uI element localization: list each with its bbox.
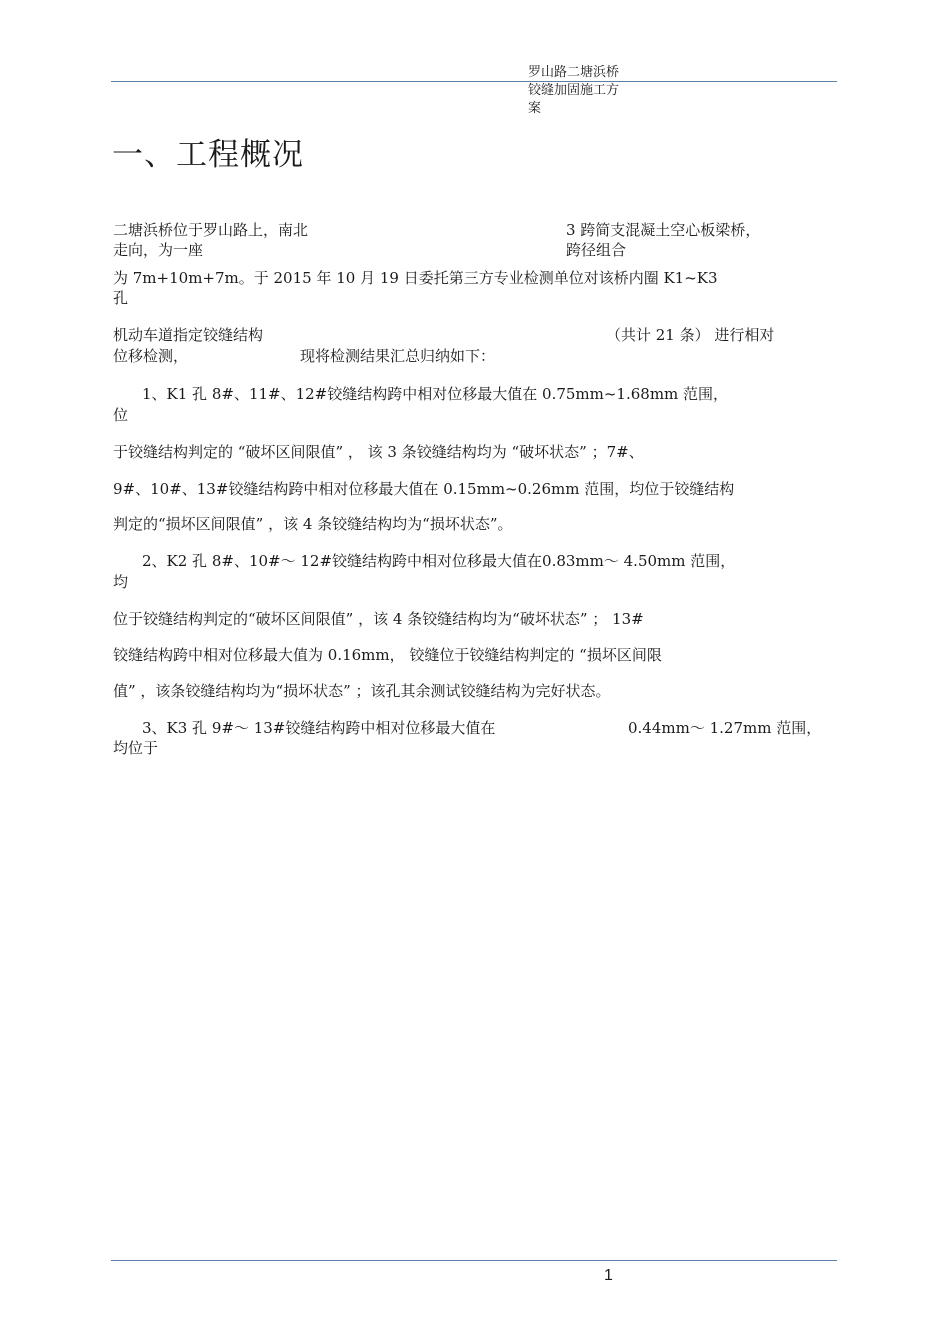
paragraph-1-line-c-left-2: 位移检测， xyxy=(113,347,189,365)
header-title-line2: 铰缝加固施工方 xyxy=(528,83,620,98)
paragraph-1-line-c-left: 机动车道指定铰缝结构 xyxy=(113,326,264,344)
item-3-line-1b: 0.44mm～ 1.27mm 范围， xyxy=(628,719,822,737)
item-1-line-1b: 位 xyxy=(113,406,129,424)
paragraph-1-line-b: 为 7m+10m+7m。于 2015 年 10 月 19 日委托第三方专业检测单位对该桥内圈 K1~K3 xyxy=(113,269,718,287)
item-3-line-2: 均位于 xyxy=(113,739,159,757)
paragraph-1-line-c-right: （共计 21 条） 进行相对 xyxy=(606,326,775,344)
footer-rule xyxy=(111,1260,837,1261)
item-2-line-1b: 均 xyxy=(113,573,129,591)
header-rule xyxy=(111,81,837,82)
item-2-line-4: 值” ，该条铰缝结构均为“损坏状态” ；该孔其余测试铰缝结构为完好状态。 xyxy=(113,682,611,700)
item-1-line-4: 判定的“损坏区间限值” ，该 4 条铰缝结构均为“损坏状态”。 xyxy=(113,515,513,533)
paragraph-1-line-b2: 孔 xyxy=(113,289,129,307)
paragraph-1-right: 3 跨简支混凝土空心板梁桥， xyxy=(566,221,761,239)
item-1-line-3: 9#、10#、13#铰缝结构跨中相对位移最大值在 0.15mm~0.26mm 范围，均位于铰缝结构 xyxy=(113,480,735,498)
header-title-line1: 罗山路二塘浜桥 xyxy=(528,65,620,80)
item-1-line-2: 于铰缝结构判定的 “破坏区间限值” ， 该 3 条铰缝结构均为 “破坏状态” ；7#、 xyxy=(113,443,644,461)
paragraph-1-right-2: 跨径组合 xyxy=(566,241,627,259)
page-number: 1 xyxy=(604,1267,613,1284)
item-2-line-3: 铰缝结构跨中相对位移最大值为 0.16mm， 铰缝位于铰缝结构判定的 “损坏区间限 xyxy=(113,646,662,664)
paragraph-1-left-2: 走向，为一座 xyxy=(113,241,204,259)
header-title-line3: 案 xyxy=(528,101,542,116)
paragraph-1-line-c-mid-2: 现将检测结果汇总归纳如下： xyxy=(300,347,496,365)
paragraph-1-left: 二塘浜桥位于罗山路上，南北 xyxy=(113,221,309,239)
item-2-line-1: 2、K2 孔 8#、10#～ 12#铰缝结构跨中相对位移最大值在0.83mm～ 4.50mm 范围， xyxy=(142,552,736,570)
item-2-line-2: 位于铰缝结构判定的“破坏区间限值” ，该 4 条铰缝结构均为“破坏状态” ； 13# xyxy=(113,610,644,628)
item-1-line-1: 1、K1 孔 8#、11#、12#铰缝结构跨中相对位移最大值在 0.75mm~1.68mm 范围， xyxy=(142,385,729,403)
item-3-line-1a: 3、K3 孔 9#～ 13#铰缝结构跨中相对位移最大值在 xyxy=(142,719,496,737)
section-title: 一、工程概况 xyxy=(112,137,304,173)
